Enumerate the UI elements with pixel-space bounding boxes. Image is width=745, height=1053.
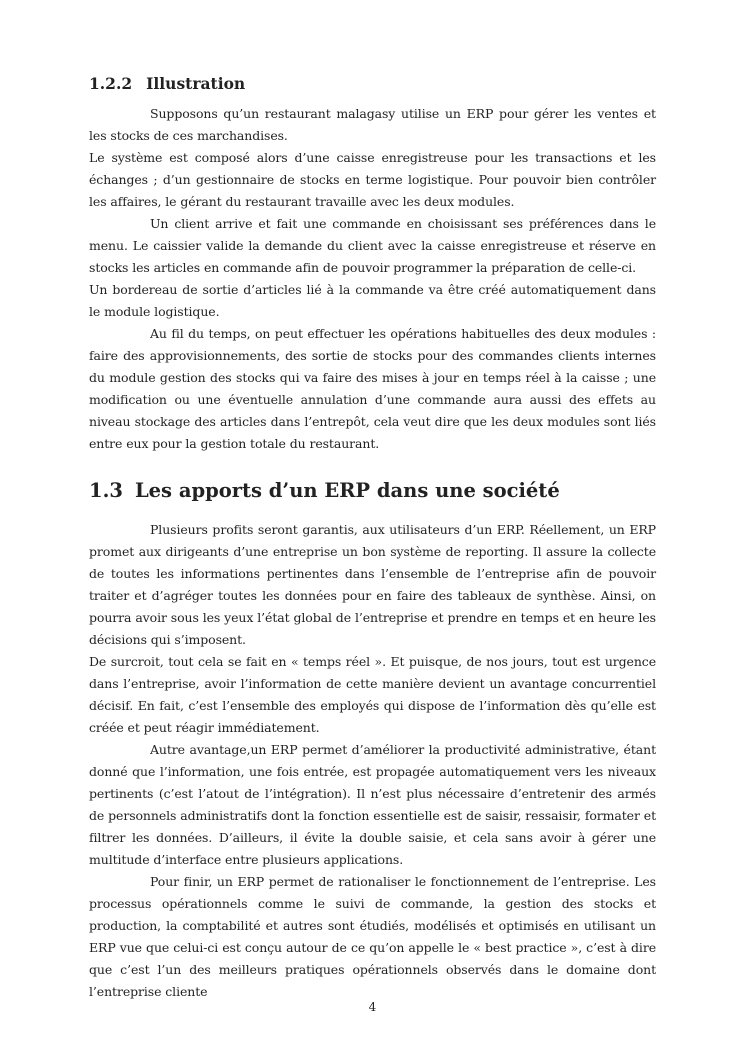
paragraph: De surcroit, tout cela se fait en « temps réel ». Et puisque, de nos jours, tout est urgence dans l’entreprise, avoir l’information de cette manière devient un avantage concurrentiel décisif. En fait, c’est l’ensemble des employés qui dispose de l’information dès qu’elle est créée et peut réagir immédiatement. [89,654,656,735]
paragraph: Pour finir, un ERP permet de rationaliser le fonctionnement de l’entreprise. Les processus opérationnels comme le suivi de commande, la gestion des stocks et production, la comptabilité et autres sont étudiés, modélisés et optimisés en utilisant un ERP vue que celui-ci est conçu autour de ce qu’on appelle le « best practice », c’est à dire que c’est l’un des meilleurs pratiques opérationnels observés dans le domaine dont l’entreprise cliente [89,874,656,999]
paragraph: Plusieurs profits seront garantis, aux utilisateurs d’un ERP. Réellement, un ERP promet aux dirigeants d’une entreprise un bon système de reporting. Il assure la collecte de toutes les informations pertinentes dans l’ensemble de l’entreprise afin de pouvoir traiter et d’agréger toutes les données pour en faire des tableaux de synthèse. Ainsi, on pourra avoir sous les yeux l’état global de l’entreprise et prendre en temps et en heure les décisions qui s’imposent. [89,522,656,647]
paragraph: Le système est composé alors d’une caisse enregistreuse pour les transactions et les échanges ; d’un gestionnaire de stocks en terme logistique. Pour pouvoir bien contrôler les affaires, le gérant du restaurant travaille avec les deux modules. [89,150,656,209]
paragraph: Au fil du temps, on peut effectuer les opérations habituelles des deux modules : faire des approvisionnements, des sortie de stocks pour des commandes clients internes du module gestion des stocks qui va faire des mises à jour en temps réel à la caisse ; une modification ou une éventuelle annulation d’une commande aura aussi des effets au niveau stockage des articles dans l’entrepôt, cela veut dire que les deux modules sont liés entre eux pour la gestion totale du restaurant. [89,326,656,451]
page-content [89,73,656,1003]
section-number: 1.3 [89,479,123,502]
paragraph: Un client arrive et fait une commande en choisissant ses préférences dans le menu. Le caissier valide la demande du client avec la caisse enregistreuse et réserve en stocks les articles en commande afin de pouvoir programmer la préparation de celle-ci. [89,216,656,275]
section-title: Les apports d’un ERP dans une société [134,479,560,502]
section-heading-1-3 [89,477,656,505]
paragraph: Un bordereau de sortie d’articles lié à la commande va être créé automatiquement dans le module logistique. [89,282,656,319]
paragraph: Supposons qu’un restaurant malagasy utilise un ERP pour gérer les ventes et les stocks de ces marchandises. [89,106,656,143]
section-number: 1.2.2 [89,74,133,93]
paragraph: Autre avantage,un ERP permet d’améliorer la productivité administrative, étant donné que l’information, une fois entrée, est propagée automatiquement vers les niveaux pertinents (c’est l’atout de l’intégration). Il n’est plus nécessaire d’entretenir des armés de personnels administratifs dont la fonction essentielle est de saisir, ressaisir, formater et filtrer les données. D’ailleurs, il évite la double saisie, et cela sans avoir à gérer une multitude d’interface entre plusieurs applications. [89,742,656,867]
section-title: Illustration [146,74,246,93]
section-heading-1-2-2 [89,73,656,95]
page-number: 4 [368,1000,377,1014]
